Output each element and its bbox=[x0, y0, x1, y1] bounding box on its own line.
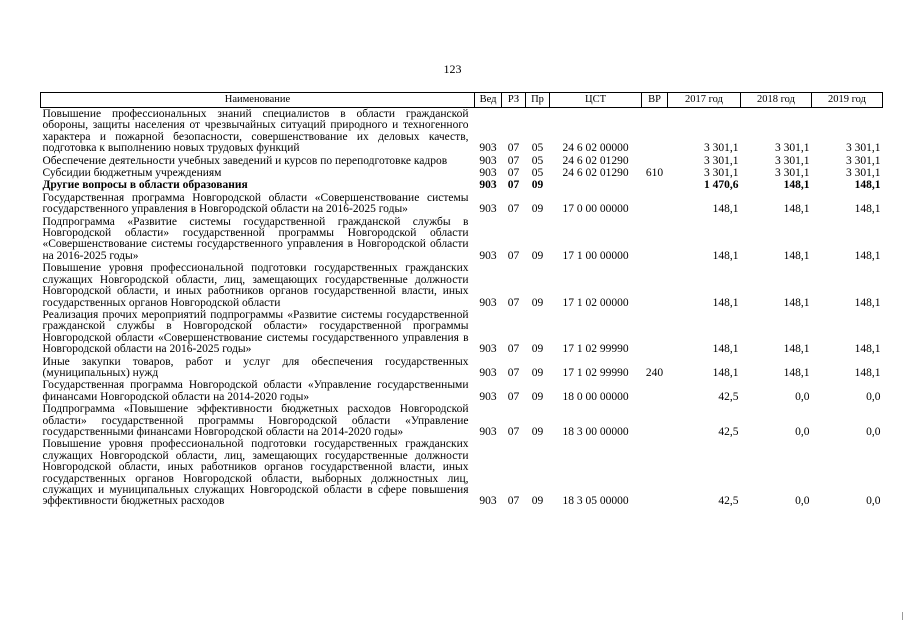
cell-vr bbox=[642, 216, 668, 263]
cell-vr bbox=[642, 155, 668, 167]
cell-rz: 07 bbox=[507, 142, 520, 155]
cell-pr: 09 bbox=[531, 249, 544, 262]
header-pr: Пр bbox=[526, 93, 550, 108]
cell-2019: 148,1 bbox=[854, 296, 881, 309]
cell-2018: 3 301,1 bbox=[775, 154, 810, 167]
cell-name: Государственная программа Новгородской области «Совершенствование системы государственного управления в Новгородской области на 2016-2025 годы» bbox=[42, 191, 469, 216]
cell-2017: 3 301,1 bbox=[704, 142, 739, 155]
cell-2017: 1 470,6 bbox=[704, 179, 739, 192]
header-2019: 2019 год bbox=[812, 93, 883, 108]
cell-2018: 0,0 bbox=[795, 495, 810, 508]
cell-2019: 148,1 bbox=[854, 366, 881, 379]
cell-pr: 05 bbox=[531, 142, 544, 155]
cell-cst: 24 6 02 00000 bbox=[562, 142, 629, 155]
cell-ved: 903 bbox=[479, 495, 497, 508]
table-row bbox=[41, 379, 883, 403]
cell-cst: 17 1 02 99990 bbox=[562, 366, 629, 379]
cell-2018: 0,0 bbox=[795, 425, 810, 438]
cell-ved: 903 bbox=[479, 343, 497, 356]
cell-rz: 07 bbox=[507, 495, 520, 508]
cell-cst: 18 3 05 00000 bbox=[562, 495, 629, 508]
cell-cst: 18 3 00 00000 bbox=[562, 425, 629, 438]
cell-ved: 903 bbox=[479, 203, 497, 216]
cell-vr bbox=[642, 403, 668, 438]
header-2018: 2018 год bbox=[741, 93, 812, 108]
cell-rz: 07 bbox=[507, 296, 520, 309]
cell-2018: 148,1 bbox=[783, 203, 810, 216]
table-row bbox=[41, 262, 883, 309]
cell-2018: 3 301,1 bbox=[775, 142, 810, 155]
table-row bbox=[41, 356, 883, 380]
cell-rz: 07 bbox=[507, 425, 520, 438]
cell-name: Реализация прочих мероприятий подпрограммы «Развитие системы государственной гражданской службы в Новгородской области» государственной программы Новгородской области «Совершенствование системы государственного управления в Новгородской области на 2016-2025 годы» bbox=[42, 308, 469, 356]
cell-2018: 148,1 bbox=[783, 296, 810, 309]
header-vr: ВР bbox=[642, 93, 668, 108]
header-row bbox=[41, 93, 883, 108]
cell-vr bbox=[642, 192, 668, 216]
cell-pr: 09 bbox=[531, 179, 544, 192]
cell-2019: 3 301,1 bbox=[846, 154, 881, 167]
cell-name: Подпрограмма «Развитие системы государственной гражданской службы в Новгородской области» государственной программы Новгородской области «Совершенствование системы государственного управления в Новгородской области на 2016-2025 годы» bbox=[42, 215, 469, 262]
table-header bbox=[41, 93, 883, 108]
cell-vr bbox=[642, 179, 668, 191]
table-row bbox=[41, 403, 883, 438]
table-row bbox=[41, 155, 883, 167]
cell-2017: 148,1 bbox=[712, 249, 739, 262]
cell-cst: 18 0 00 00000 bbox=[562, 390, 629, 403]
table-row bbox=[41, 309, 883, 356]
table-body bbox=[41, 108, 883, 508]
cell-cst: 17 1 02 99990 bbox=[562, 343, 629, 356]
cell-ved: 903 bbox=[479, 249, 497, 262]
cell-2017: 148,1 bbox=[712, 296, 739, 309]
cell-pr: 09 bbox=[531, 425, 544, 438]
margin-mark bbox=[902, 612, 903, 620]
cell-2019: 148,1 bbox=[854, 343, 881, 356]
cell-pr: 09 bbox=[531, 296, 544, 309]
cell-2017: 148,1 bbox=[712, 343, 739, 356]
cell-2017: 42,5 bbox=[718, 390, 739, 403]
cell-ved: 903 bbox=[479, 167, 497, 180]
table-row bbox=[41, 438, 883, 507]
cell-ved: 903 bbox=[479, 142, 497, 155]
header-rz: РЗ bbox=[502, 93, 526, 108]
cell-vr bbox=[642, 438, 668, 507]
table-row bbox=[41, 179, 883, 191]
cell-ved: 903 bbox=[479, 366, 497, 379]
cell-cst: 17 1 00 00000 bbox=[562, 249, 629, 262]
budget-table bbox=[40, 92, 883, 508]
cell-2018: 148,1 bbox=[783, 366, 810, 379]
cell-2019: 0,0 bbox=[866, 390, 881, 403]
cell-cst bbox=[550, 179, 642, 191]
cell-2017: 148,1 bbox=[712, 366, 739, 379]
cell-rz: 07 bbox=[507, 390, 520, 403]
cell-2017: 148,1 bbox=[712, 203, 739, 216]
cell-2018: 148,1 bbox=[783, 343, 810, 356]
cell-2019: 148,1 bbox=[854, 179, 881, 192]
cell-pr: 05 bbox=[531, 167, 544, 180]
header-ved: Вед bbox=[475, 93, 502, 108]
cell-vr: 610 bbox=[645, 167, 664, 180]
cell-name: Субсидии бюджетным учреждениям bbox=[42, 167, 222, 180]
cell-cst: 17 0 00 00000 bbox=[562, 203, 629, 216]
cell-ved: 903 bbox=[479, 179, 497, 192]
cell-name: Повышение профессиональных знаний специалистов в области гражданской обороны, защиты населения от чрезвычайных ситуаций природного и техногенного характера и пожарной безопасности, совершенствование их деловых качеств, подготовка к выполнению новых трудовых функций bbox=[42, 108, 469, 155]
cell-name: Повышение уровня профессиональной подготовки государственных гражданских служащих Новгородской области, лиц, замещающих государственные должности Новгородской области, и иных работников органов государственной власти, иных государственных органов Новгородской области bbox=[42, 262, 469, 309]
table-row bbox=[41, 192, 883, 216]
cell-pr: 09 bbox=[531, 343, 544, 356]
cell-2019: 148,1 bbox=[854, 249, 881, 262]
cell-2019: 0,0 bbox=[866, 425, 881, 438]
cell-vr bbox=[642, 262, 668, 309]
cell-2019: 148,1 bbox=[854, 203, 881, 216]
cell-rz: 07 bbox=[507, 154, 520, 167]
cell-pr: 09 bbox=[531, 366, 544, 379]
cell-ved: 903 bbox=[479, 154, 497, 167]
header-cst: ЦСТ bbox=[550, 93, 642, 108]
cell-rz: 07 bbox=[507, 366, 520, 379]
cell-2017: 3 301,1 bbox=[704, 154, 739, 167]
cell-name: Другие вопросы в области образования bbox=[42, 179, 248, 192]
cell-2018: 148,1 bbox=[783, 249, 810, 262]
cell-rz: 07 bbox=[507, 167, 520, 180]
cell-ved: 903 bbox=[479, 390, 497, 403]
cell-cst: 24 6 02 01290 bbox=[562, 154, 629, 167]
cell-2018: 3 301,1 bbox=[775, 167, 810, 180]
cell-pr: 09 bbox=[531, 495, 544, 508]
cell-2018: 148,1 bbox=[783, 179, 810, 192]
page-number: 123 bbox=[443, 62, 462, 76]
table-row bbox=[41, 108, 883, 155]
cell-name: Иные закупки товаров, работ и услуг для обеспечения государственных (муниципальных) нужд bbox=[42, 355, 469, 379]
cell-2019: 0,0 bbox=[866, 495, 881, 508]
cell-vr: 240 bbox=[645, 366, 664, 379]
cell-ved: 903 bbox=[479, 296, 497, 309]
cell-rz: 07 bbox=[507, 343, 520, 356]
cell-name: Повышение уровня профессиональной подготовки государственных гражданских служащих Новгородской области, лиц, замещающих государственные должности Новгородской области, иных работников органов государственной власти, иных государственных органов Новгородской области, выборных должностных лиц, служащих и муниципальных служащих Новгородской области в сфере повышения эффективности бюджетных расходов bbox=[42, 438, 469, 508]
cell-name: Государственная программа Новгородской области «Управление государственными финансами Новгородской области на 2014-2020 годы» bbox=[42, 379, 469, 403]
cell-vr bbox=[642, 108, 668, 155]
cell-pr: 05 bbox=[531, 154, 544, 167]
cell-vr bbox=[642, 309, 668, 356]
cell-ved: 903 bbox=[479, 425, 497, 438]
table-row bbox=[41, 216, 883, 263]
cell-2018: 0,0 bbox=[795, 390, 810, 403]
cell-pr: 09 bbox=[531, 390, 544, 403]
header-2017: 2017 год bbox=[668, 93, 741, 108]
cell-name: Подпрограмма «Повышение эффективности бюджетных расходов Новгородской области» государственной программы Новгородской области «Управление государственными финансами Новгородской области на 2014-2020 годы» bbox=[42, 403, 469, 438]
cell-rz: 07 bbox=[507, 249, 520, 262]
cell-pr: 09 bbox=[531, 203, 544, 216]
header-name: Наименование bbox=[41, 93, 475, 108]
cell-rz: 07 bbox=[507, 179, 520, 192]
cell-2019: 3 301,1 bbox=[846, 142, 881, 155]
cell-2017: 3 301,1 bbox=[704, 167, 739, 180]
cell-cst: 17 1 02 00000 bbox=[562, 296, 629, 309]
cell-rz: 07 bbox=[507, 203, 520, 216]
cell-cst: 24 6 02 01290 bbox=[562, 167, 629, 180]
cell-2017: 42,5 bbox=[718, 495, 739, 508]
cell-name: Обеспечение деятельности учебных заведений и курсов по переподготовке кадров bbox=[42, 154, 448, 167]
cell-2019: 3 301,1 bbox=[846, 167, 881, 180]
table-row bbox=[41, 167, 883, 179]
cell-vr bbox=[642, 379, 668, 403]
cell-2017: 42,5 bbox=[718, 425, 739, 438]
